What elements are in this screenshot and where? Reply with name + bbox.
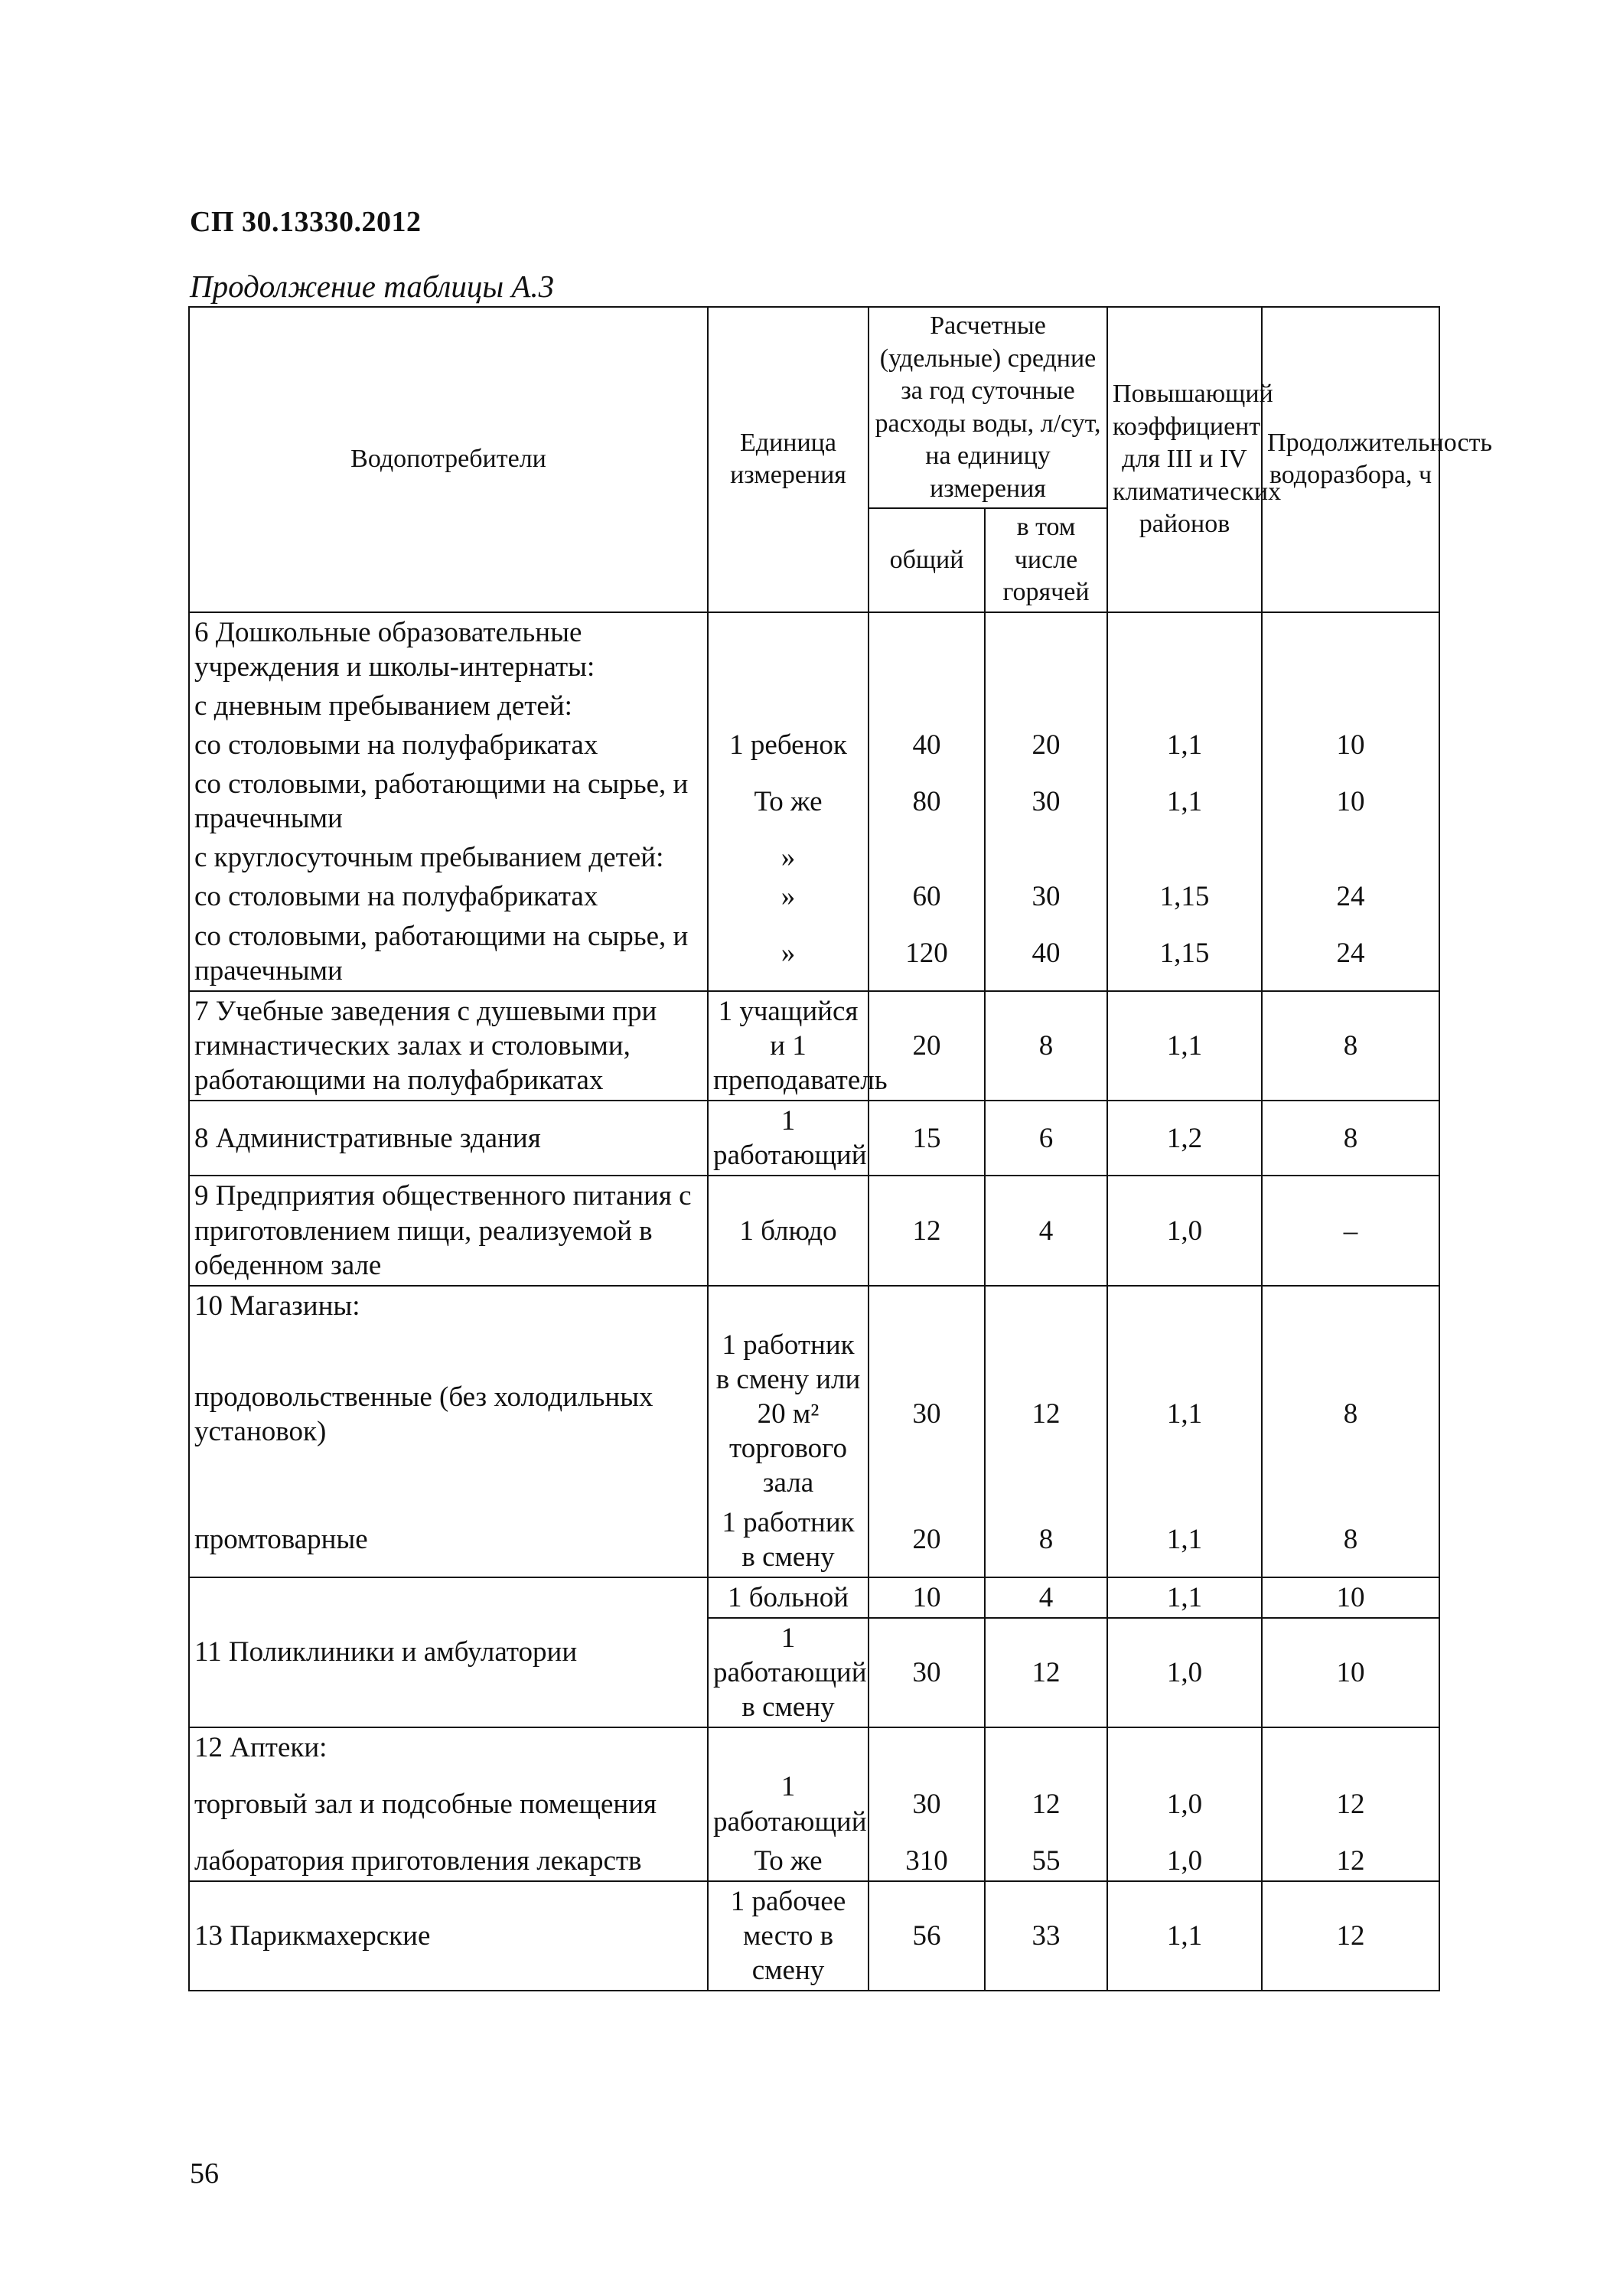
row-total: 60	[869, 877, 985, 916]
row-unit: 1 работник в смену	[708, 1503, 869, 1577]
row-unit: 1 работающий в смену	[708, 1618, 869, 1727]
row-coef: 1,1	[1107, 765, 1262, 838]
header-unit: Единица измерения	[708, 307, 869, 612]
row-coef: 1,1	[1107, 1577, 1262, 1618]
section-6-round-title: с круглосуточным пребыванием детей:	[189, 838, 708, 877]
row-hot: 12	[985, 1767, 1107, 1841]
row-name: торговый зал и подсобные помещения	[189, 1767, 708, 1841]
row-hot: 55	[985, 1841, 1107, 1881]
table-row	[189, 1503, 1439, 1577]
table-caption: Продолжение таблицы А.3	[190, 269, 555, 304]
header-consumers: Водопотребители	[189, 307, 708, 612]
row-unit: 1 учащийся и 1 преподаватель	[708, 991, 869, 1101]
row-unit: 1 ребенок	[708, 726, 869, 765]
row-unit: 1 работающий	[708, 1767, 869, 1841]
row-coef: 1,1	[1107, 1326, 1262, 1503]
row-coef: 1,15	[1107, 877, 1262, 916]
section-10-title: 10 Магазины:	[189, 1286, 708, 1326]
row-unit: То же	[708, 765, 869, 838]
row-duration: 24	[1262, 917, 1439, 991]
row-name: 13 Парикмахерские	[189, 1881, 708, 1991]
row-duration: 10	[1262, 1577, 1439, 1618]
table-row	[189, 1881, 1439, 1991]
row-duration: 8	[1262, 1503, 1439, 1577]
row-duration: 24	[1262, 877, 1439, 916]
document-code: СП 30.13330.2012	[190, 206, 422, 238]
row-name: 7 Учебные заведения с душевыми при гимнастических залах и столовыми, работающими на полуфабрикатах	[189, 991, 708, 1101]
table-row	[189, 765, 1439, 838]
row-coef: 1,0	[1107, 1176, 1262, 1285]
row-coef: 1,1	[1107, 726, 1262, 765]
row-unit: 1 блюдо	[708, 1176, 869, 1285]
row-hot: 6	[985, 1101, 1107, 1176]
row-total: 30	[869, 1618, 985, 1727]
row-total: 40	[869, 726, 985, 765]
section-12-title-row	[189, 1727, 1439, 1767]
row-coef: 1,0	[1107, 1841, 1262, 1881]
row-duration: 12	[1262, 1841, 1439, 1881]
row-total: 30	[869, 1767, 985, 1841]
row-duration: –	[1262, 1176, 1439, 1285]
row-total: 30	[869, 1326, 985, 1503]
row-coef: 1,1	[1107, 1503, 1262, 1577]
row-name: 9 Предприятия общественного питания с приготовлением пищи, реализуемой в обеденном зале	[189, 1176, 708, 1285]
row-hot: 20	[985, 726, 1107, 765]
row-total: 15	[869, 1101, 985, 1176]
row-unit: 1 работник в смену или 20 м² торгового зала	[708, 1326, 869, 1503]
header-row	[189, 307, 1439, 508]
row-coef: 1,1	[1107, 1881, 1262, 1991]
row-coef: 1,2	[1107, 1101, 1262, 1176]
table-row	[189, 1326, 1439, 1503]
row-duration: 8	[1262, 1101, 1439, 1176]
row-total: 56	[869, 1881, 985, 1991]
row-hot: 12	[985, 1618, 1107, 1727]
row-name: со столовыми, работающими на сырье, и прачечными	[189, 917, 708, 991]
row-name: промтоварные	[189, 1503, 708, 1577]
row-duration: 10	[1262, 1618, 1439, 1727]
row-hot: 8	[985, 991, 1107, 1101]
table-row	[189, 1767, 1439, 1841]
row-name: продовольственные (без холодильных установок)	[189, 1326, 708, 1503]
row-hot: 8	[985, 1503, 1107, 1577]
row-hot: 33	[985, 1881, 1107, 1991]
row-name: со столовыми на полуфабрикатах	[189, 877, 708, 916]
row-name: лаборатория приготовления лекарств	[189, 1841, 708, 1881]
row-coef: 1,15	[1107, 917, 1262, 991]
section-6-title: 6 Дошкольные образовательные учреждения и школы-интернаты:	[189, 612, 708, 687]
row-duration: 8	[1262, 991, 1439, 1101]
row-coef: 1,0	[1107, 1767, 1262, 1841]
row-unit: 1 больной	[708, 1577, 869, 1618]
row-unit: »	[708, 838, 869, 877]
row-hot: 4	[985, 1176, 1107, 1285]
row-coef: 1,0	[1107, 1618, 1262, 1727]
table-row	[189, 877, 1439, 916]
row-duration: 12	[1262, 1767, 1439, 1841]
section-6-day-row	[189, 687, 1439, 726]
header-hot: в том числе горячей	[985, 508, 1107, 612]
row-hot: 30	[985, 765, 1107, 838]
page-number: 56	[190, 2157, 219, 2190]
row-hot: 4	[985, 1577, 1107, 1618]
row-total: 20	[869, 1503, 985, 1577]
header-rates: Расчетные (удельные) средние за год суточные расходы воды, л/сут, на единицу измерения	[869, 307, 1107, 508]
header-coef: Повышающий коэффициент для III и IV климатических районов	[1107, 307, 1262, 612]
row-unit: 1 работающий	[708, 1101, 869, 1176]
row-total: 20	[869, 991, 985, 1101]
table-row	[189, 1577, 1439, 1618]
section-10-title-row	[189, 1286, 1439, 1326]
row-name: со столовыми, работающими на сырье, и прачечными	[189, 765, 708, 838]
section-6-day-title: с дневным пребыванием детей:	[189, 687, 708, 726]
row-total: 120	[869, 917, 985, 991]
row-name: 11 Поликлиники и амбулатории	[189, 1577, 708, 1728]
row-total: 10	[869, 1577, 985, 1618]
section-12-title: 12 Аптеки:	[189, 1727, 708, 1767]
table-row	[189, 917, 1439, 991]
row-coef: 1,1	[1107, 991, 1262, 1101]
row-unit: »	[708, 877, 869, 916]
row-unit: 1 рабочее место в смену	[708, 1881, 869, 1991]
table-row	[189, 1841, 1439, 1881]
table-row	[189, 1176, 1439, 1285]
row-total: 310	[869, 1841, 985, 1881]
header-duration: Продолжительность водоразбора, ч	[1262, 307, 1439, 612]
row-duration: 10	[1262, 726, 1439, 765]
row-unit: То же	[708, 1841, 869, 1881]
row-total: 80	[869, 765, 985, 838]
table-row	[189, 991, 1439, 1101]
row-hot: 12	[985, 1326, 1107, 1503]
header-total: общий	[869, 508, 985, 612]
row-name: со столовыми на полуфабрикатах	[189, 726, 708, 765]
water-consumption-table	[188, 306, 1493, 1991]
row-hot: 30	[985, 877, 1107, 916]
section-6-title-row	[189, 612, 1439, 687]
row-duration: 12	[1262, 1881, 1439, 1991]
table-row	[189, 726, 1439, 765]
row-hot: 40	[985, 917, 1107, 991]
table-row	[189, 1101, 1439, 1176]
row-unit: »	[708, 917, 869, 991]
section-6-round-row	[189, 838, 1439, 877]
row-total: 12	[869, 1176, 985, 1285]
row-duration: 8	[1262, 1326, 1439, 1503]
row-duration: 10	[1262, 765, 1439, 838]
row-name: 8 Административные здания	[189, 1101, 708, 1176]
